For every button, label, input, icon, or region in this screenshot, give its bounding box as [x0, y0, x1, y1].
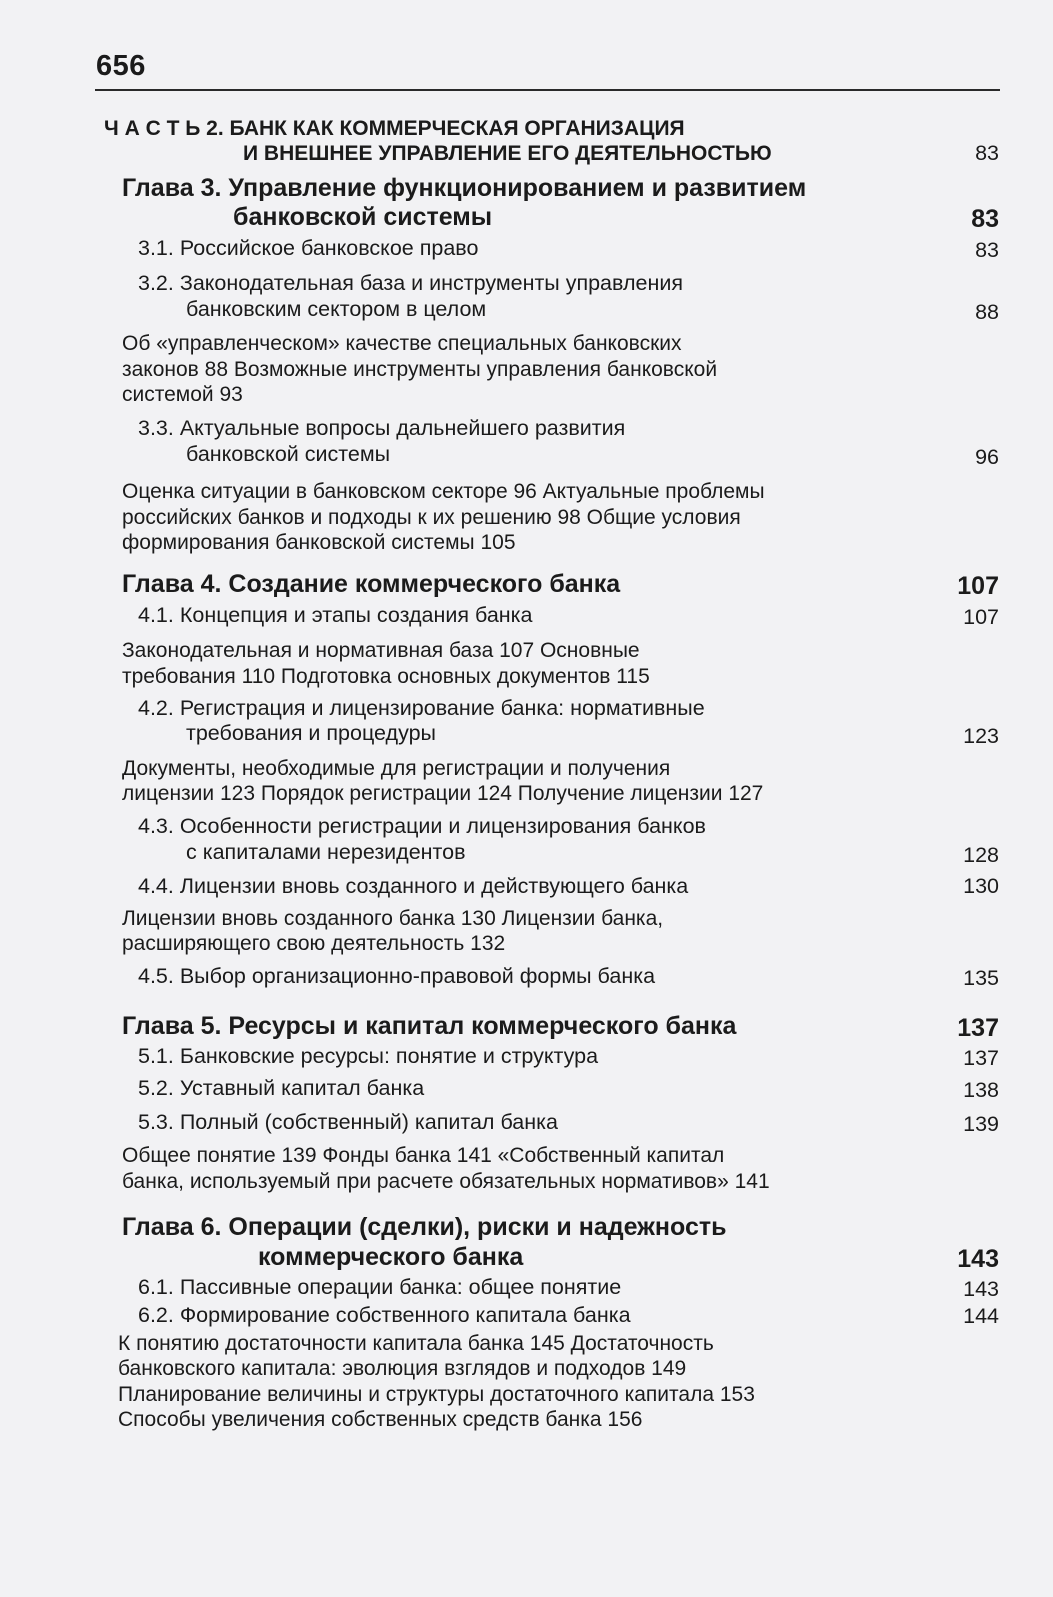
page-number: 656: [96, 50, 146, 82]
section-4-3-page: 128: [963, 843, 999, 867]
section-4-3-title-line1: 4.3. Особенности регистрации и лицензирования банков: [138, 814, 706, 838]
section-4-1-title: 4.1. Концепция и этапы создания банка: [138, 603, 533, 627]
section-5-3-page: 139: [963, 1112, 999, 1136]
section-5-3-sub-line1: Общее понятие 139 Фонды банка 141 «Собственный капитал: [122, 1144, 725, 1167]
header-rule: [95, 89, 1000, 91]
section-3-3-title-line2: банковской системы: [186, 442, 391, 466]
chapter-5-title: Глава 5. Ресурсы и капитал коммерческого банка: [122, 1012, 737, 1040]
section-4-1-sub-line1: Законодательная и нормативная база 107 Основные: [122, 639, 640, 662]
section-6-2-sub-line4: Способы увеличения собственных средств банка 156: [118, 1408, 643, 1431]
chapter-6-title-line2: коммерческого банка: [258, 1243, 524, 1271]
section-3-1-title: 3.1. Российское банковское право: [138, 236, 479, 260]
section-3-2-page: 88: [975, 300, 999, 324]
section-4-2-title-line1: 4.2. Регистрация и лицензирование банка: нормативные: [138, 696, 705, 720]
section-6-1-title: 6.1. Пассивные операции банка: общее понятие: [138, 1275, 622, 1299]
section-4-2-page: 123: [963, 724, 999, 748]
section-3-3-sub-line1: Оценка ситуации в банковском секторе 96 Актуальные проблемы: [122, 480, 765, 503]
section-4-4-page: 130: [963, 874, 999, 898]
section-3-2-title-line1: 3.2. Законодательная база и инструменты управления: [138, 271, 683, 295]
section-5-2-page: 138: [963, 1078, 999, 1102]
section-4-5-title: 4.5. Выбор организационно-правовой формы банка: [138, 964, 656, 988]
section-5-3-sub-line2: банка, используемый при расчете обязательных нормативов» 141: [122, 1170, 770, 1193]
section-3-3-title-line1: 3.3. Актуальные вопросы дальнейшего развития: [138, 416, 626, 440]
section-4-3-title-line2: с капиталами нерезидентов: [186, 840, 466, 864]
section-4-1-page: 107: [963, 605, 999, 629]
section-4-2-sub-line1: Документы, необходимые для регистрации и получения: [122, 757, 671, 780]
section-6-2-sub-line3: Планирование величины и структуры достаточного капитала 153: [118, 1383, 755, 1406]
chapter-5-page: 137: [957, 1014, 999, 1042]
section-6-2-page: 144: [963, 1304, 999, 1328]
chapter-4-title: Глава 4. Создание коммерческого банка: [122, 570, 621, 598]
section-3-3-sub-line2: российских банков и подходы к их решению 98 Общие условия: [122, 506, 741, 529]
section-4-5-page: 135: [963, 966, 999, 990]
section-5-2-title: 5.2. Уставный капитал банка: [138, 1076, 425, 1100]
section-5-3-title: 5.3. Полный (собственный) капитал банка: [138, 1110, 558, 1134]
section-5-1-page: 137: [963, 1046, 999, 1070]
section-6-1-page: 143: [963, 1277, 999, 1301]
part-title-line2: И ВНЕШНЕЕ УПРАВЛЕНИЕ ЕГО ДЕЯТЕЛЬНОСТЬЮ: [243, 142, 772, 165]
section-4-1-sub-line2: требования 110 Подготовка основных документов 115: [122, 665, 650, 688]
section-6-2-sub-line2: банковского капитала: эволюция взглядов и подходов 149: [118, 1357, 687, 1380]
part-title-line1: Ч А С Т Ь 2. БАНК КАК КОММЕРЧЕСКАЯ ОРГАНИЗАЦИЯ: [104, 117, 685, 140]
section-4-2-sub-line2: лицензии 123 Порядок регистрации 124 Получение лицензии 127: [122, 782, 764, 805]
chapter-3-title-line2: банковской системы: [233, 203, 493, 231]
chapter-6-page: 143: [957, 1245, 999, 1273]
section-3-3-page: 96: [975, 445, 999, 469]
section-3-2-title-line2: банковским сектором в целом: [186, 297, 487, 321]
section-4-4-title: 4.4. Лицензии вновь созданного и действующего банка: [138, 874, 689, 898]
section-4-2-title-line2: требования и процедуры: [186, 721, 436, 745]
chapter-6-title-line1: Глава 6. Операции (сделки), риски и надежность: [122, 1213, 727, 1241]
chapter-4-page: 107: [957, 572, 999, 600]
section-3-3-sub-line3: формирования банковской системы 105: [122, 531, 516, 554]
section-3-2-sub-line3: системой 93: [122, 383, 243, 406]
section-6-2-sub-line1: К понятию достаточности капитала банка 145 Достаточность: [118, 1332, 714, 1355]
section-3-2-sub-line1: Об «управленческом» качестве специальных банковских: [122, 332, 682, 355]
section-3-2-sub-line2: законов 88 Возможные инструменты управления банковской: [122, 358, 718, 381]
section-4-4-sub-line2: расширяющего свою деятельность 132: [122, 932, 506, 955]
section-5-1-title: 5.1. Банковские ресурсы: понятие и структура: [138, 1044, 599, 1068]
part-page: 83: [975, 141, 999, 165]
section-6-2-title: 6.2. Формирование собственного капитала банка: [138, 1303, 631, 1327]
section-4-4-sub-line1: Лицензии вновь созданного банка 130 Лицензии банка,: [122, 907, 664, 930]
section-3-1-page: 83: [975, 238, 999, 262]
chapter-3-page: 83: [971, 205, 999, 233]
chapter-3-title-line1: Глава 3. Управление функционированием и развитием: [122, 174, 807, 202]
